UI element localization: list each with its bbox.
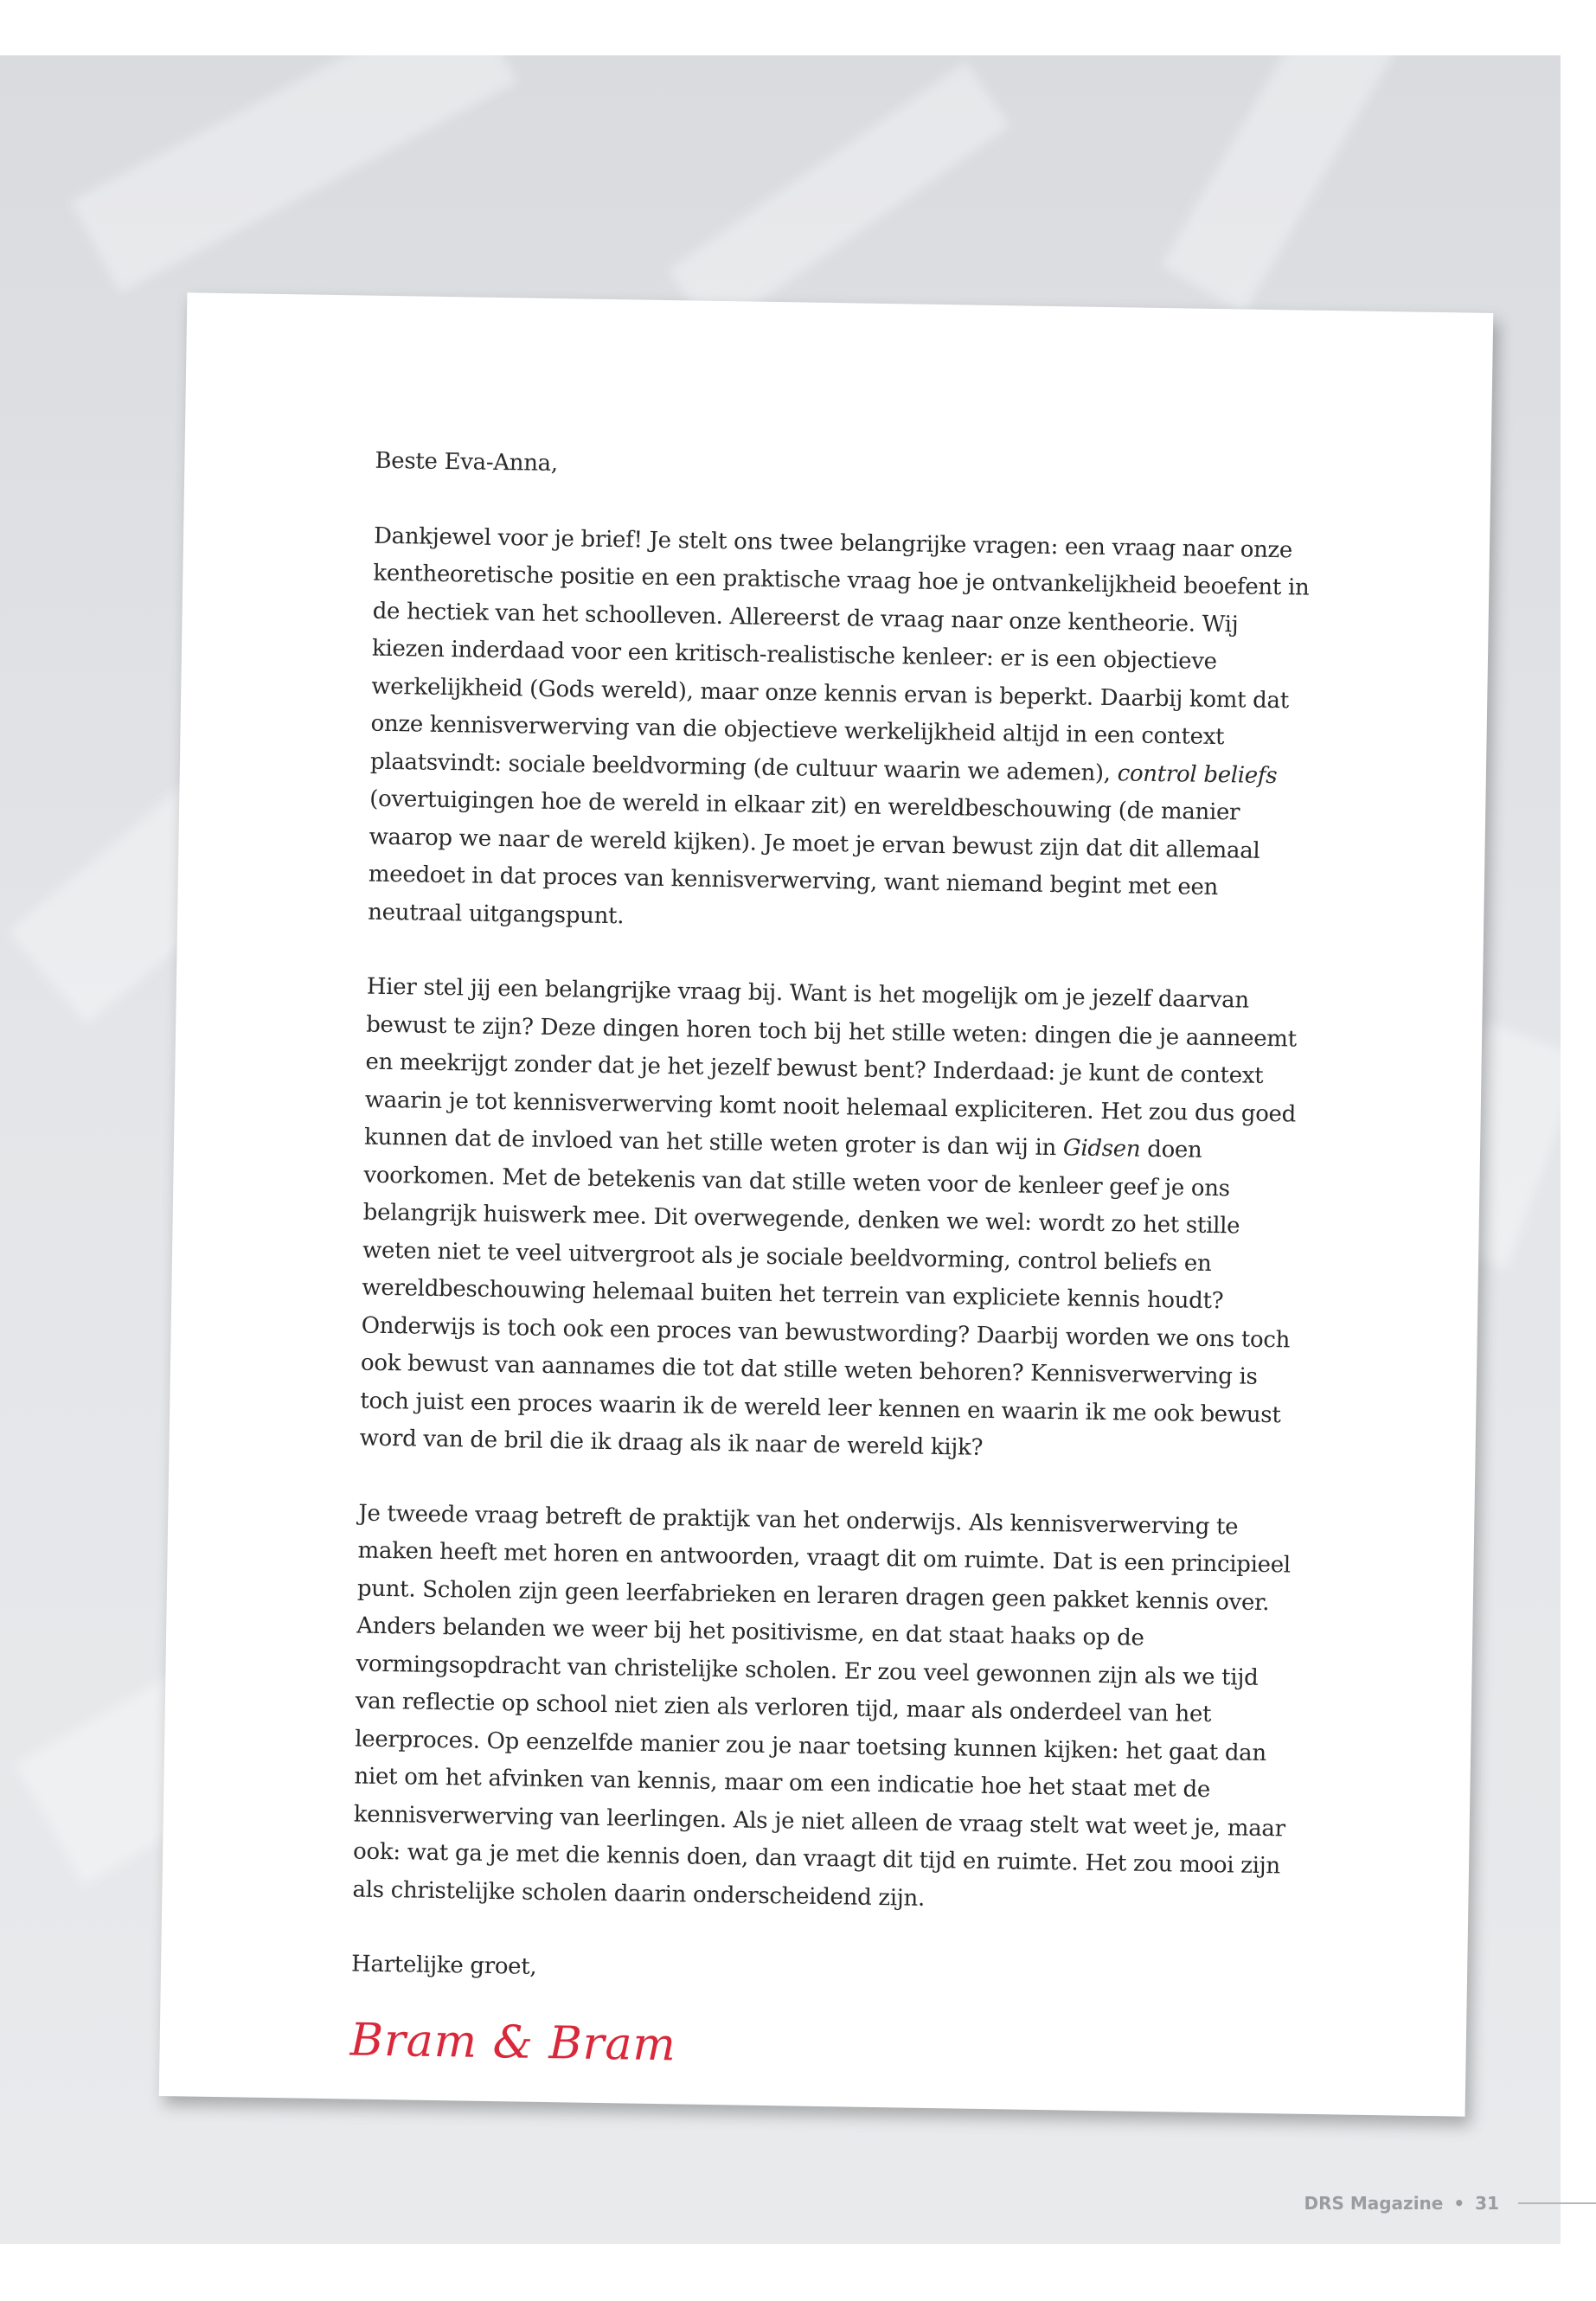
italic-term: Gidsen [1062, 1135, 1141, 1163]
paragraph-text: Dankjewel voor je brief! Je stelt ons twee belangrijke vragen: een vraag naar onze kentheoretische positie en een praktische vraag hoe je ontvankelijkheid beoefent in de hectiek van het schoolleven. Allereerst de vraag naar onze kentheorie. Wij kiezen inderdaad voor een kritisch-realistische kenleer: er is een objectieve werkelijkheid (Gods wereld), maar onze kennis ervan is beperkt. Daarbij komt dat onze kennisverwerving van die objectieve werkelijkheid altijd in een context plaatsvindt: sociale beeldvorming (de cultuur waarin we ademen), [369, 522, 1310, 786]
italic-term: control beliefs [1117, 760, 1278, 789]
letter-paragraph-3: Je tweede vraag betreft de praktijk van het onderwijs. Als kennisverwerving te maken heeft met horen en antwoorden, vraagt dit om ruimte. Dat is een principieel punt. Scholen zijn geen leerfabrieken en leraren dragen geen pakket kennis over. Anders belanden we weer bij het positivisme, en dat staat haaks op de vormingsopdracht van christelijke scholen. Er zou veel gewonnen zijn als we tijd van reflectie op school niet zien als verloren tijd, maar als onderdeel van het leerproces. Op eenzelfde manier zou je naar toetsing kunnen kijken: het gaat dan niet om het afvinken van kennis, maar om een indicatie hoe het staat met de kennisverwerving van leerlingen. Als je niet alleen de vraag stelt wat weet je, maar ook: wat ga je met die kennis doen, dan vraagt dit tijd en ruimte. Het zou mooi zijn als christelijke scholen daarin onderscheidend zijn. [352, 1500, 1292, 1912]
paragraph-text: Hier stel jij een belangrijke vraag bij. Want is het mogelijk om je jezelf daarvan bewust te zijn? Deze dingen horen toch bij het stille weten: dingen die je aanneemt en meekrijgt zonder dat je het jezelf bewust bent? Inderdaad: je kunt de context waarin je tot kennisverwerving komt nooit helemaal expliciteren. Het zou dus goed kunnen dat de invloed van het stille weten groter is dan wij in [363, 973, 1298, 1162]
publication-name: DRS Magazine [1304, 2193, 1444, 2214]
paragraph-text: (overtuigingen hoe de wereld in elkaar zit) en wereldbeschouwing (de manier waarop we naar de wereld kijken). Je moet je ervan bewust zijn dat dit allemaal meedoet in dat proces van kennisverwerving, want niemand begint met een neutraal uitgangspunt. [368, 785, 1260, 929]
paragraph-text: doen voorkomen. Met de betekenis van dat stille weten voor de kenleer geef je ons belangrijk huiswerk mee. Dit overwegende, denken we wel: wordt zo het stille weten niet te veel uitvergroot als je sociale beeldvorming, control beliefs en wereldbeschouwing helemaal buiten het terrein van expliciete kennis houdt? Onderwijs is toch ook een proces van bewustwording? Daarbij worden we ons toch ook bewust van aannames die tot dat stille weten behoren? Kennisverwerving is toch juist een proces waarin ik de wereld leer kennen en waarin ik me ook bewust word van de bril die ik draag als ik naar de wereld kijk? [359, 1136, 1291, 1461]
background-streak [1161, 55, 1399, 313]
background-streak [668, 62, 1010, 335]
letter-body [349, 443, 1317, 2085]
signature: Bram & Bram [349, 2013, 677, 2071]
letter-closing: Hartelijke groet, [350, 1951, 537, 1980]
page-footer [1304, 2190, 1596, 2216]
letter-sheet [159, 292, 1494, 2116]
letter-paragraph-2 [359, 969, 1310, 1473]
footer-separator: • [1453, 2193, 1465, 2214]
background-streak [71, 55, 516, 293]
letter-paragraph-1 [368, 517, 1317, 946]
letter-salutation: Beste Eva-Anna, [375, 447, 559, 478]
page-number: 31 [1475, 2193, 1499, 2214]
footer-rule [1518, 2202, 1596, 2204]
